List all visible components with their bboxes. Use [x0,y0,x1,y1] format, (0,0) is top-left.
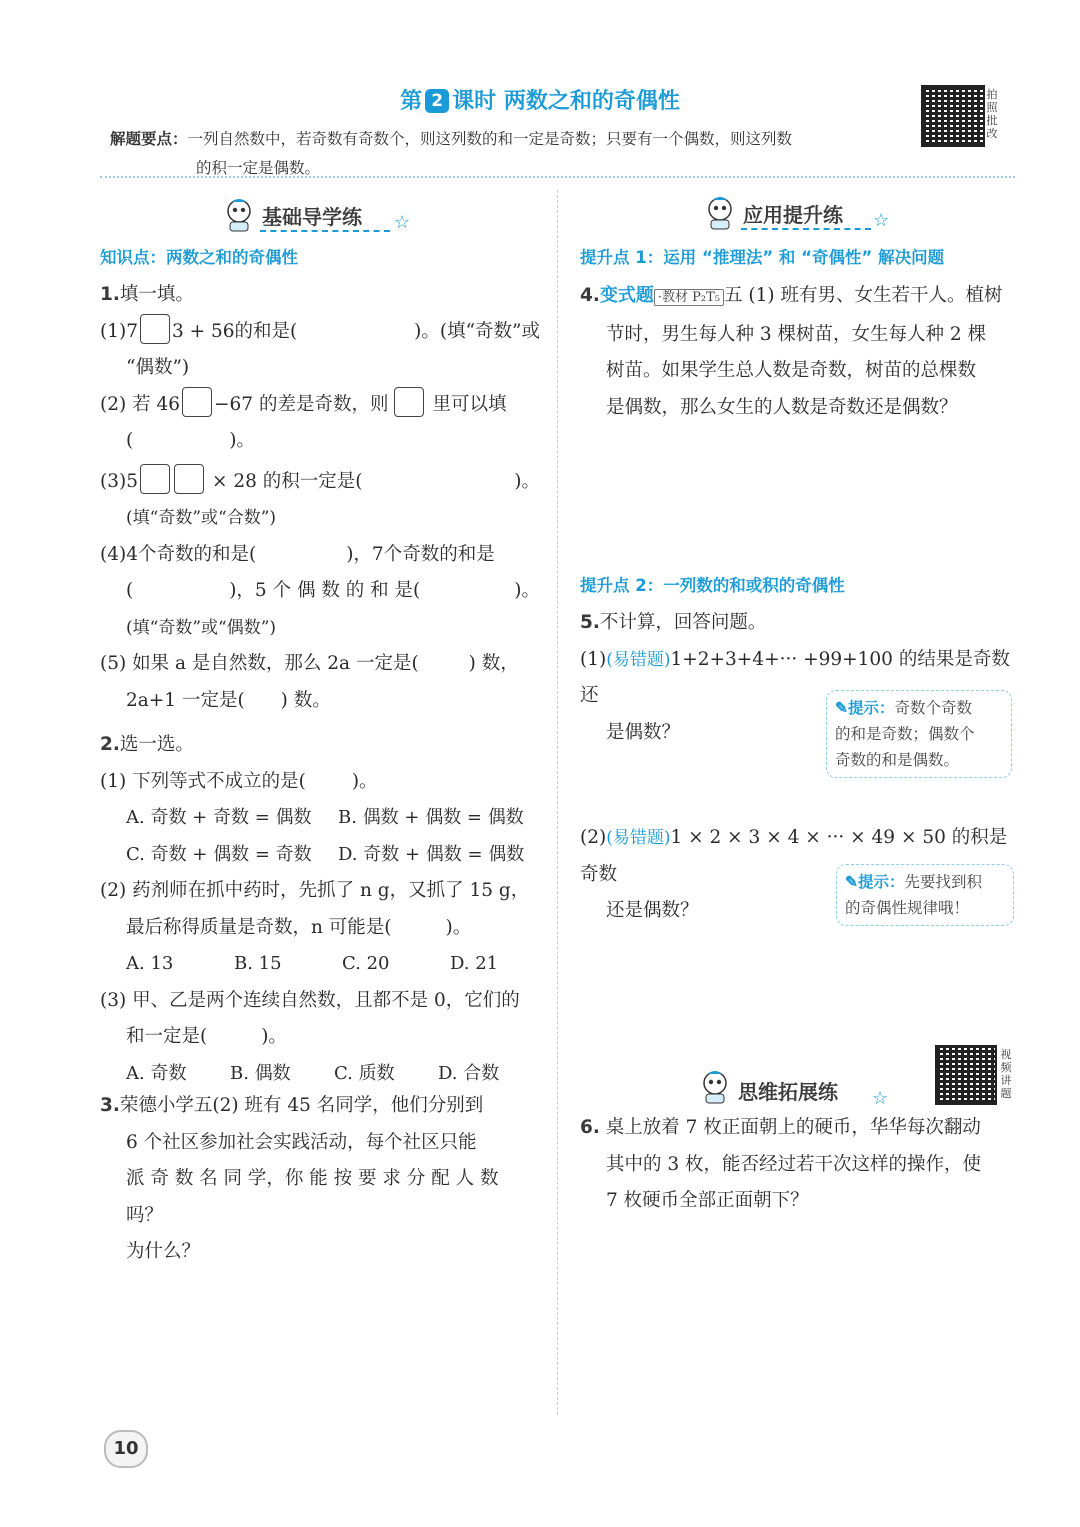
option-d[interactable]: D. 合数 [438,1062,500,1084]
hint-label: 提示： [858,872,905,891]
page-title [0,84,1080,115]
qr-code-icon[interactable] [935,1045,997,1105]
q1-p4-b: )，7个奇数的和是 [346,543,495,565]
option-a[interactable]: A. 奇数 [126,1062,187,1084]
digit-blank-box[interactable] [140,314,170,344]
q5-p1-text2: 是偶数？ [606,721,681,743]
question-4 [580,278,1020,426]
answer-blank[interactable] [392,910,446,947]
q1-p5-b: ) 数， [468,653,519,674]
hint2-line2: 的奇偶性规律哦！ [845,899,970,917]
q1-p1-a: (1)7 [100,320,138,342]
mascot-icon [705,196,735,230]
answer-blank[interactable] [297,314,414,351]
hint1-line3: 奇数的和是偶数。 [835,751,960,769]
option-d[interactable]: D. 奇数 + 偶数 = 偶数 [338,843,525,865]
q1-title: 填一填。 [119,284,194,305]
q3-line4: 为什么？ [126,1241,201,1262]
q2-p2-c: )。 [445,916,472,938]
page-number: 10 [104,1430,148,1468]
qr-label: 拍照批改 [986,88,998,140]
q2-p2-a: (2) 药剂师在抓中药时，先抓了 n g，又抓了 15 g， [100,880,530,901]
answer-blank[interactable] [419,646,469,683]
section-applied-header [705,196,895,232]
answer-blank[interactable] [420,573,514,610]
star-icon: ☆ [872,1088,889,1109]
section-applied-title: 应用提升练 [743,203,843,227]
q3-line1: 荣德小学五(2) 班有 45 名同学，他们分别到 [119,1095,484,1116]
question-6 [580,1110,1020,1220]
star-icon: ☆ [394,212,411,233]
error-prone-tag: (易错题) [606,828,671,848]
q1-p3-c: )。 [514,470,540,492]
q6-line3: 7 枚硬币全部正面朝下？ [606,1190,809,1211]
key-point-label: 解题要点： [110,129,188,148]
q6-line1: 桌上放着 7 枚正面朝上的硬币，华华每次翻动 [605,1117,981,1138]
digit-blank-box[interactable] [140,464,170,494]
q1-p4-c: ( [126,580,134,601]
section-underline [741,228,871,230]
mascot-icon [700,1070,730,1104]
hint-pen-icon: ✎ [845,872,858,891]
key-point-box [110,124,910,183]
qr-code-icon[interactable] [921,85,985,147]
answer-blank[interactable] [207,1019,261,1056]
answer-blank[interactable] [245,683,281,720]
hint1-line1: 奇数个奇数 [894,699,973,717]
q1-p4-a: (4)4个奇数的和是( [100,543,257,565]
answer-blank[interactable] [133,573,229,610]
q2-number: 2. [100,734,120,755]
q4-line4: 是偶数，那么女生的人数是奇数还是偶数？ [606,396,958,418]
hint-label: 提示： [848,698,895,717]
q3-line3: 派 奇 数 名 同 学，你 能 按 要 求 分 配 人 数 吗？ [126,1168,499,1226]
q2-p3-a: (3) 甲、乙是两个连续自然数，且都不是 0，它们的 [100,989,520,1011]
question-2 [100,727,540,1092]
q1-p4-d: )，5 个 偶 数 的 和 是( [229,580,421,601]
title-text: 课时 两数之和的奇偶性 [452,89,680,114]
q1-p3-d: (填“奇数”或“合数”) [126,508,277,528]
q1-p1-b: 3 + 56的和是( [171,320,298,342]
q5-p2-text: 1 × 2 × 3 × 4 × ··· × 49 × 50 的积是奇数 [580,827,1008,885]
q4-line1: 五 (1) 班有男、女生若干人。植树 [724,285,1003,306]
q1-p1-d: “偶数”) [126,357,190,378]
hint-box-1 [826,690,1012,778]
hint-box-2 [836,864,1014,926]
section-thinking-header [700,1070,900,1109]
option-b[interactable]: B. 偶数 + 偶数 = 偶数 [338,807,524,828]
header-divider [100,176,1015,178]
q5-title: 不计算，回答问题。 [599,612,767,633]
star-icon: ☆ [873,210,890,231]
q1-p1-c: )。(填“奇数”或 [414,320,540,342]
q5-p2-text2: 还是偶数？ [606,900,699,921]
option-c[interactable]: C. 质数 [334,1062,395,1084]
q3-line2: 6 个社区参加社会实践活动，每个社区只能 [126,1131,477,1153]
q5-p1-label: (1) [580,648,607,670]
section-basic-title: 基础导学练 [262,205,362,229]
hint1-line2: 的和是奇数；偶数个 [835,725,975,743]
q1-p4-e: )。 [514,580,540,601]
q5-number: 5. [580,612,600,633]
q5-p1-text: 1+2+3+4+··· +99+100 的结果是奇数还 [580,648,1010,706]
digit-blank-box[interactable] [394,387,424,417]
answer-blank[interactable] [256,537,346,574]
q1-p2-b: −67 的差是奇数，则 [214,393,389,415]
q6-number: 6. [580,1117,600,1138]
digit-blank-box[interactable] [174,464,204,494]
q2-p3-c: )。 [261,1026,287,1047]
q1-p5-d: ) 数。 [280,689,331,711]
knowledge-point: 知识点：两数之和的奇偶性 [100,248,298,267]
digit-blank-box[interactable] [182,387,212,417]
lesson-number-badge: 2 [425,89,449,113]
improvement-point-2: 提升点 2：一列数的和或积的奇偶性 [580,576,845,595]
option-b[interactable]: B. 15 [234,953,282,974]
title-prefix: 第 [400,89,423,114]
q4-line3: 树苗。如果学生总人数是奇数，树苗的总棵数 [606,360,977,381]
key-point-line1: 一列自然数中，若奇数有奇数个，则这列数的和一定是奇数；只要有一个偶数，则这列数 [187,130,793,148]
option-a[interactable]: A. 奇数 + 奇数 = 偶数 [126,807,312,828]
q1-p2-a: (2) 若 46 [100,393,181,415]
mascot-icon [224,198,254,232]
answer-blank[interactable] [363,464,515,501]
q6-line2: 其中的 3 枚，能否经过若干次这样的操作，使 [606,1153,982,1175]
option-c[interactable]: C. 奇数 + 偶数 = 奇数 [126,843,312,865]
q5-p2-label: (2) [580,827,607,848]
question-1 [100,277,540,719]
option-c[interactable]: C. 20 [342,953,390,974]
q1-p5-c: 2a+1 一定是( [126,689,245,711]
option-d[interactable]: D. 21 [450,953,499,974]
question-3 [100,1088,540,1271]
section-thinking-title: 思维拓展练 [738,1080,838,1104]
variant-tag: 变式题 [599,285,654,306]
q2-title: 选一选。 [119,734,194,755]
q1-number: 1. [100,284,120,305]
q1-p2-c: 里可以填 [432,393,507,415]
answer-blank[interactable] [306,764,352,801]
answer-blank[interactable] [133,423,229,460]
q1-p3-b: × 28 的积一定是( [211,470,363,492]
section-underline [260,230,390,232]
q1-p3-a: (3)5 [100,470,138,492]
hint2-line1: 先要找到积 [904,873,983,891]
key-point-line2: 的积一定是偶数。 [196,159,321,177]
q1-p2-d: ( [126,430,134,451]
q4-line2: 节时，男生每人种 3 棵树苗，女生每人种 2 棵 [606,323,987,345]
hint-pen-icon: ✎ [835,698,848,717]
option-b[interactable]: B. 偶数 [230,1062,291,1084]
error-prone-tag: (易错题) [606,649,671,670]
q1-p5-a: (5) 如果 a 是自然数，那么 2a 一定是( [100,653,419,674]
option-a[interactable]: A. 13 [126,953,174,974]
q3-number: 3. [100,1095,120,1116]
qr-video-label: 视频讲题 [1000,1048,1012,1100]
q1-p4-f: (填“奇数”或“偶数”) [126,617,277,638]
q4-number: 4. [580,285,600,306]
section-basic-header [224,198,414,234]
q2-p3-b: 和一定是( [126,1026,208,1047]
q1-p2-e: )。 [229,430,255,451]
column-divider [557,190,558,1415]
improvement-point-1: 提升点 1：运用 “推理法” 和 “奇偶性” 解决问题 [580,248,945,267]
q2-p2-b: 最后称得质量是奇数，n 可能是( [126,916,392,938]
q2-p1-end: )。 [351,770,378,792]
textbook-ref-badge: ·教材 P₂T₅ [654,289,724,306]
q2-p1: (1) 下列等式不成立的是( [100,770,306,792]
